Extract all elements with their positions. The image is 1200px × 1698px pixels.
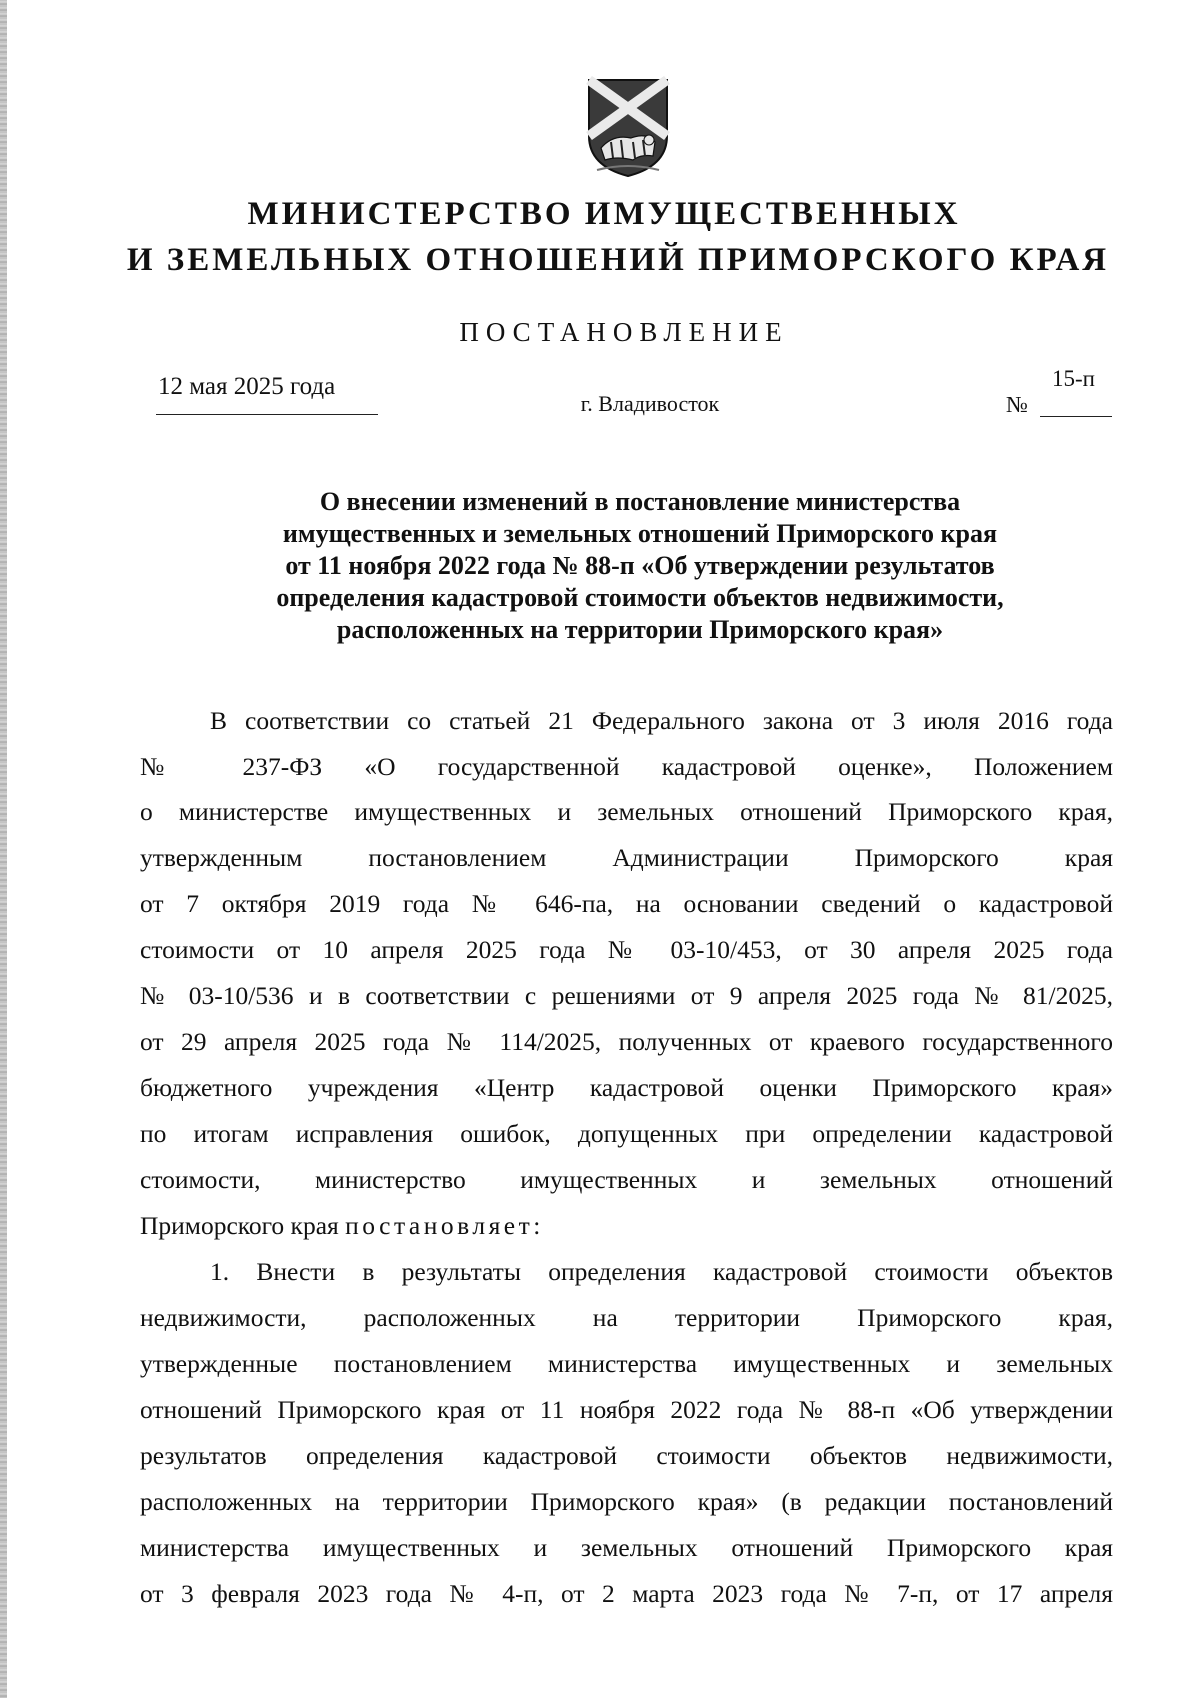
document-kind: ПОСТАНОВЛЕНИЕ	[459, 317, 789, 347]
point1-line: от 3 февраля 2023 года № 4-п, от 2 марта 2023 года № 7-п, от 17 апреля	[140, 1579, 1113, 1608]
resolve-line	[140, 1211, 1113, 1241]
body-line: бюджетного учреждения «Центр кадастровой оценки Приморского края»	[140, 1073, 1113, 1102]
number-sign: №	[1006, 392, 1028, 417]
document-date: 12 мая 2025 года	[158, 373, 336, 400]
title-line: О внесении изменений в постановление министерства	[319, 487, 961, 516]
body-line: о министерстве имущественных и земельных отношений Приморского края,	[140, 797, 1113, 826]
body-line: по итогам исправления ошибок, допущенных при определении кадастровой	[140, 1119, 1113, 1148]
document-number: 15-п	[1052, 366, 1095, 391]
point1-line: расположенных на территории Приморского края» (в редакции постановлений	[140, 1487, 1113, 1516]
resolve-word: постановляет:	[345, 1211, 544, 1240]
body-line: от 29 апреля 2025 года № 114/2025, полученных от краевого государственного	[140, 1027, 1113, 1056]
resolve-prefix: Приморского края	[140, 1211, 346, 1240]
point1-line: результатов определения кадастровой стоимости объектов недвижимости,	[140, 1441, 1113, 1470]
body-line: В соответствии со статьей 21 Федерального закона от 3 июля 2016 года	[210, 706, 1113, 735]
body-line: № 237-ФЗ «О государственной кадастровой оценке», Положением	[140, 752, 1113, 781]
body-line: от 7 октября 2019 года № 646-па, на основании сведений о кадастровой	[140, 889, 1113, 918]
body-line: стоимости, министерство имущественных и земельных отношений	[140, 1165, 1113, 1194]
document-city: г. Владивосток	[580, 391, 720, 416]
title-line: определения кадастровой стоимости объектов недвижимости,	[276, 583, 1004, 612]
number-underline	[1040, 416, 1112, 417]
point1-line: недвижимости, расположенных на территории Приморского края,	[140, 1303, 1113, 1332]
point1-line: министерства имущественных и земельных отношений Приморского края	[140, 1533, 1113, 1562]
document-title	[160, 486, 1120, 646]
point1-line: 1. Внести в результаты определения кадастровой стоимости объектов	[210, 1257, 1113, 1286]
body-line: стоимости от 10 апреля 2025 года № 03-10/453, от 30 апреля 2025 года	[140, 935, 1113, 964]
ministry-name-line2: И ЗЕМЕЛЬНЫХ ОТНОШЕНИЙ ПРИМОРСКОГО КРАЯ	[126, 242, 1110, 278]
point1-line: утвержденные постановлением министерства имущественных и земельных	[140, 1349, 1113, 1378]
point1-line: отношений Приморского края от 11 ноября 2022 года № 88-п «Об утверждении	[140, 1395, 1113, 1424]
ministry-name-line1: МИНИСТЕРСТВО ИМУЩЕСТВЕННЫХ	[247, 196, 961, 232]
body-line: утвержденным постановлением Администрации Приморского края	[140, 843, 1113, 872]
title-line: имущественных и земельных отношений Приморского края	[282, 519, 998, 548]
title-line: расположенных на территории Приморского края»	[336, 615, 944, 644]
body-line: № 03-10/536 и в соответствии с решениями от 9 апреля 2025 года № 81/2025,	[140, 981, 1113, 1010]
coat-of-arms-emblem	[583, 76, 673, 178]
title-line: от 11 ноября 2022 года № 88-п «Об утверждении результатов	[285, 551, 995, 580]
